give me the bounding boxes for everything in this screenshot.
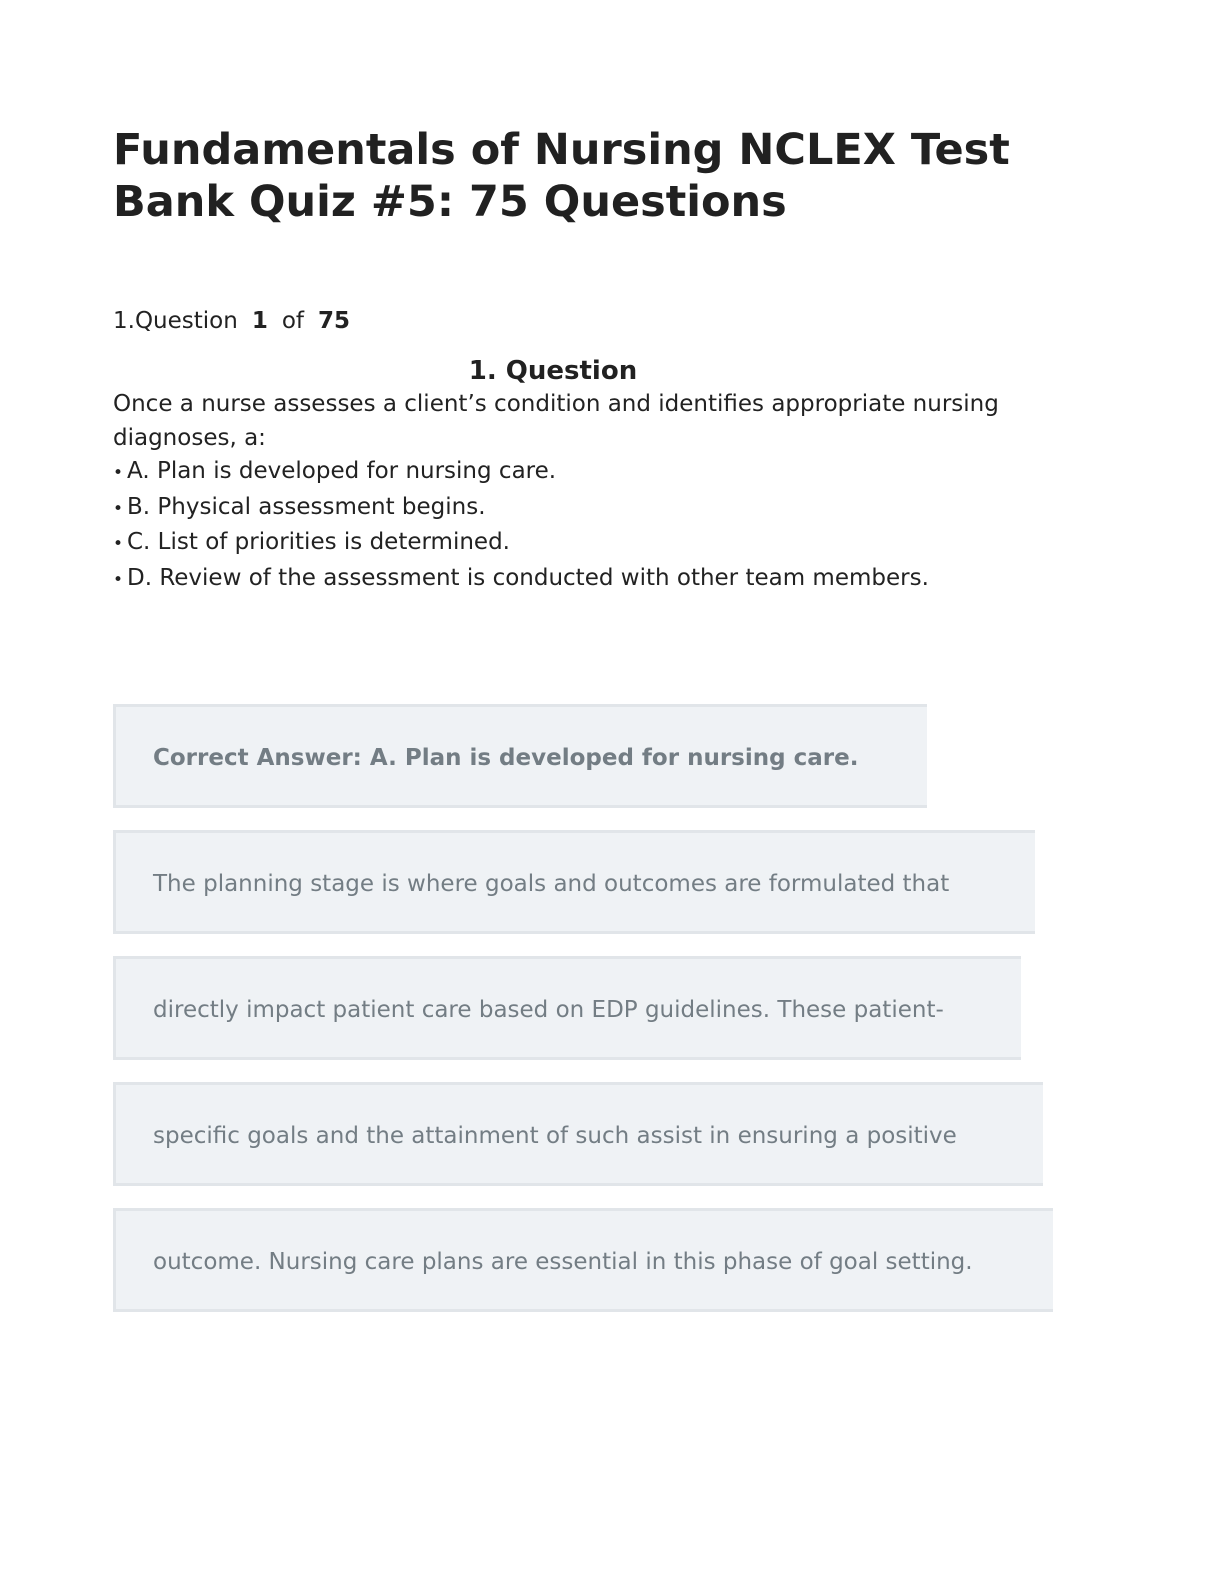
explanation-line: outcome. Nursing care plans are essential in this phase of goal setting.	[153, 1249, 973, 1275]
explanation-line: directly impact patient care based on EDP guidelines. These patient-	[153, 997, 944, 1023]
question-text: Once a nurse assesses a client’s condition and identifies appropriate nursing diagnoses, a:	[113, 391, 999, 451]
bullet-icon: •	[113, 498, 124, 519]
bullet-icon: •	[113, 463, 124, 483]
page-title: Fundamentals of Nursing NCLEX Test Bank Quiz #5: 75 Questions	[113, 125, 1010, 227]
explanation-box	[113, 1208, 1053, 1312]
option-b	[113, 491, 929, 527]
option-c-label: C. List of priorities is determined.	[127, 529, 510, 555]
explanation-box	[113, 1082, 1043, 1186]
explanation-box	[113, 830, 1035, 934]
option-b-label: B. Physical assessment begins.	[127, 493, 486, 520]
option-c	[113, 526, 929, 562]
option-d	[113, 562, 929, 598]
counter-current: 1	[251, 308, 268, 334]
bullet-icon: •	[113, 534, 124, 554]
answer-options	[113, 455, 929, 597]
counter-total: 75	[318, 308, 351, 334]
counter-prefix: 1.Question	[113, 308, 238, 334]
option-a	[113, 455, 929, 491]
counter-of: of	[281, 308, 305, 334]
correct-answer-text: Correct Answer: A. Plan is developed for nursing care.	[153, 745, 859, 771]
question-heading: 1. Question	[468, 356, 638, 386]
option-a-label: A. Plan is developed for nursing care.	[127, 458, 557, 484]
explanation-line: specific goals and the attainment of such assist in ensuring a positive	[153, 1123, 957, 1149]
explanation-box	[113, 956, 1021, 1060]
option-d-label: D. Review of the assessment is conducted with other team members.	[127, 564, 929, 591]
question-counter	[113, 306, 350, 336]
explanation-line: The planning stage is where goals and outcomes are formulated that	[153, 871, 950, 897]
correct-answer-box	[113, 704, 927, 808]
bullet-icon: •	[113, 569, 124, 590]
